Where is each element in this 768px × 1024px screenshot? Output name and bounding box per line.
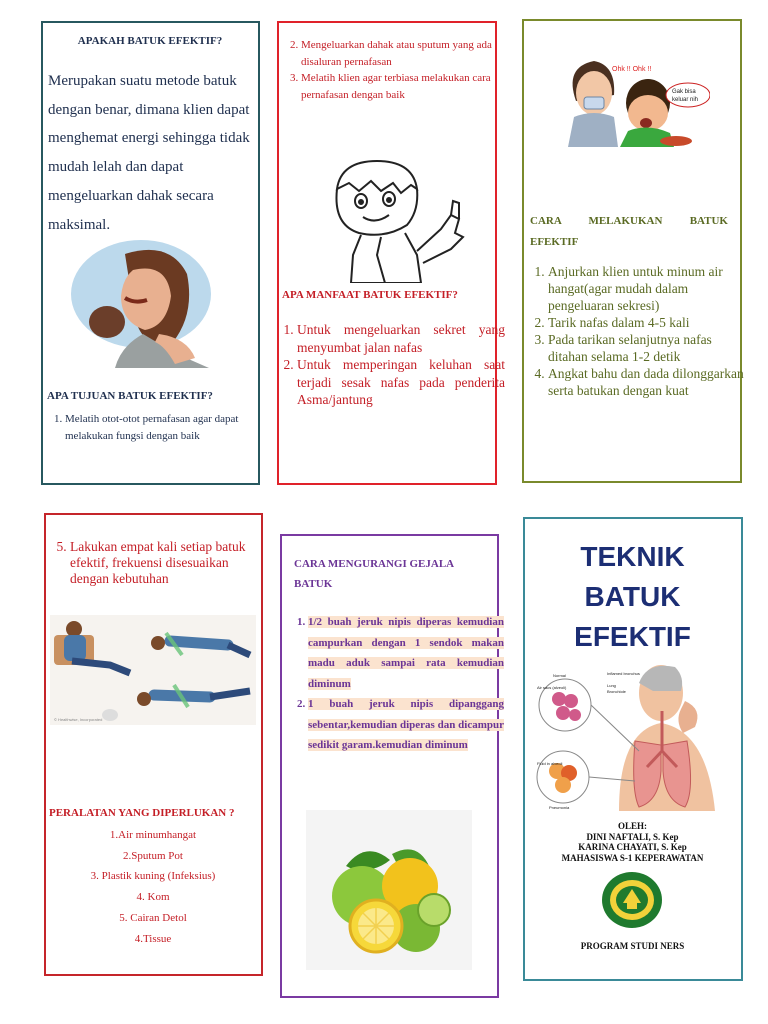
diagram-label: Pneumonia — [549, 805, 570, 810]
purpose-item: 3. Melatih klien agar terbiasa melakukan cara pernafasan dengan baik — [301, 70, 507, 103]
purpose-item: 1. Melatih otot-otot pernafasan agar dapat melakukan fungsi dengan baik — [65, 411, 265, 444]
cover-title-line: BATUK — [584, 581, 681, 612]
how-heading: CARA MELAKUKAN BATUK EFEKTIF — [530, 215, 728, 248]
how-step: 3. Pada tarikan selanjutnya nafas ditahan selama 1-2 detik — [548, 331, 744, 365]
university-logo-icon — [601, 869, 663, 931]
equipment-item: 1.Air minumhangat — [109, 829, 197, 841]
authors-block — [525, 821, 740, 863]
lime-lemon-illustration-icon — [306, 810, 472, 970]
author-role: MAHASISWA S-1 KEPERAWATAN — [561, 852, 704, 863]
coughing-woman-illustration-icon — [55, 238, 229, 368]
equipment-item: 2.Sputum Pot — [123, 849, 183, 862]
author-name: KARINA CHAYATI, S. Kep — [578, 842, 687, 852]
equipment-heading: PERALATAN YANG DIPERLUKAN ? — [49, 807, 235, 819]
program-label: PROGRAM STUDI NERS — [580, 941, 685, 951]
benefit-item: 2. Untuk memperingan keluhan saat terjadi sesak nafas pada penderita Asma/jantung — [297, 356, 505, 409]
equipment-item: 4.Tissue — [134, 932, 172, 945]
how-step: 2. Tarik nafas dalam 4-5 kali — [548, 314, 744, 331]
cough-position-photo-icon — [50, 615, 256, 725]
benefit-item: 1. Untuk mengeluarkan sekret yang menyumbat jalan nafas — [297, 321, 505, 356]
coughing-kids-illustration-icon — [554, 51, 710, 147]
panel-cover — [523, 517, 743, 981]
equipment-list — [46, 825, 260, 949]
thumbs-up-boy-illustration-icon — [301, 155, 477, 283]
how-steps-list — [530, 263, 744, 399]
panel1-heading: APAKAH BATUK EFEKTIF? — [77, 35, 223, 47]
by-label: OLEH: — [617, 821, 647, 831]
cover-title-line: EFEKTIF — [574, 621, 691, 652]
photo-credit: © Healthwise, Incorporated — [54, 717, 103, 722]
diagram-label: Inflamed bronchus — [607, 671, 640, 676]
equipment-item: 3. Plastik kuning (Infeksius) — [90, 870, 216, 883]
remedies-heading: CARA MENGURANGI GEJALA BATUK — [294, 558, 454, 590]
benefit-heading: APA MANFAAT BATUK EFEKTIF? — [282, 289, 458, 301]
how-steps-continued — [52, 539, 266, 587]
panel-remedies — [280, 534, 504, 998]
diagram-label: Lung — [607, 683, 616, 688]
diagram-label: Normal — [553, 673, 566, 678]
panel-equipment — [44, 513, 263, 976]
how-step: 4. Angkat bahu dan dada dilonggarkan serta batukan dengan kuat — [548, 365, 744, 399]
panel-what-is-effective-cough — [41, 21, 260, 485]
definition-text: Merupakan suatu metode batuk dengan benar, dimana klien dapat menghemat energi sehingga tidak mudah lelah dan dapat mengeluarkan dahak secara maksimal. — [48, 73, 250, 233]
benefit-list — [283, 321, 505, 409]
diagram-label: Fluid in alveoli — [537, 761, 563, 766]
diagram-label: Bronchiole — [607, 689, 626, 694]
purpose-list-continued — [283, 37, 507, 103]
remedy-item: 2. 1 buah jeruk nipis dipanggang sebentar,kemudian diperas dan dicampur sedikit garam.kemudian diminum — [308, 694, 504, 756]
equipment-item: 4. Kom — [136, 891, 170, 904]
author-name: DINI NAFTALI, S. Kep — [586, 831, 679, 842]
remedies-list — [292, 612, 504, 756]
equipment-item: 5. Cairan Detol — [119, 911, 187, 924]
bubble-ohk: Ohk !! Ohk !! — [612, 66, 652, 73]
cover-title-line: TEKNIK — [580, 541, 685, 572]
purpose-item: 2. Mengeluarkan dahak atau sputum yang ada disaluran pernafasan — [301, 37, 507, 70]
diagram-label: Air sacs (alveoli) — [537, 685, 567, 690]
lung-anatomy-illustration-icon — [535, 661, 731, 811]
svg-text:Gak bisa: Gak bisa — [672, 89, 696, 95]
panel-benefits — [277, 21, 505, 485]
how-step: 5. Lakukan empat kali setiap batuk efektif, frekuensi disesuaikan dengan kebutuhan — [70, 539, 266, 587]
how-step: 1. Anjurkan klien untuk minum air hangat(agar mudah dalam pengeluaran sekresi) — [548, 263, 744, 314]
cover-title — [525, 537, 740, 657]
panel-how-to-cough — [522, 19, 742, 483]
purpose-heading: APA TUJUAN BATUK EFEKTIF? — [47, 390, 213, 402]
remedy-item: 1. 1/2 buah jeruk nipis diperas kemudian campurkan dengan 1 sendok makan madu aduk sampai rata kemudian diminum — [308, 612, 504, 694]
purpose-list — [49, 411, 265, 444]
svg-text:keluar nih: keluar nih — [672, 97, 699, 103]
